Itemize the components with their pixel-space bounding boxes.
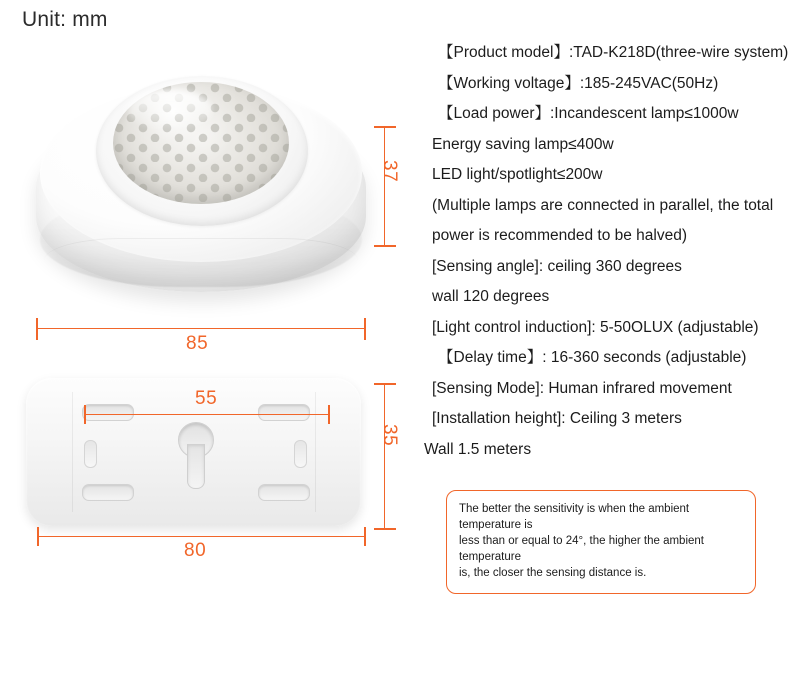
- bracket-height-tick-top: [374, 383, 396, 385]
- sensor-seam-line: [44, 238, 358, 283]
- note-line-3: is, the closer the sensing distance is.: [459, 567, 647, 579]
- spec-sensing-angle: [Sensing angle]: ceiling 360 degrees: [432, 257, 682, 275]
- sensor-width-tick-right: [364, 318, 366, 340]
- sensor-width-label: 85: [186, 333, 209, 354]
- unit-label: Unit: mm: [22, 8, 108, 31]
- bracket-width-dim-line: [37, 536, 366, 537]
- spec-parallel-note-line-2: power is recommended to be halved): [432, 227, 688, 244]
- spec-load-power: 【Load power】:Incandescent lamp≤1000w: [438, 105, 739, 122]
- spec-led-light: LED light/spotlight≤200w: [432, 166, 603, 183]
- spec-installation-height: [Installation height]: Ceiling 3 meters: [432, 410, 682, 427]
- bracket-notch-right: [294, 440, 307, 468]
- sensor-lens-highlight: [128, 90, 212, 130]
- sensor-height-dim-line: [384, 126, 385, 246]
- sensor-height-label: 37: [379, 160, 400, 183]
- bracket-right-fold-line: [315, 392, 316, 512]
- bracket-width-tick-right: [364, 527, 366, 546]
- spec-wall-height: Wall 1.5 meters: [424, 440, 532, 458]
- spec-product-model: 【Product model】:TAD-K218D(three-wire system): [438, 44, 789, 61]
- bracket-left-fold-line: [72, 392, 73, 512]
- bracket-slot-bottom-left: [82, 484, 134, 501]
- bracket-slot-bottom-right: [258, 484, 310, 501]
- bracket-slot-top-left: [82, 404, 134, 421]
- bracket-height-tick-bottom: [374, 528, 396, 530]
- bracket-width-label: 80: [184, 540, 207, 561]
- bracket-inner-width-tick-right: [328, 405, 330, 424]
- sensor-height-tick-bottom: [374, 245, 396, 247]
- bracket-width-tick-left: [37, 527, 39, 546]
- sensor-figure: [18, 42, 378, 322]
- spec-delay-time: 【Delay time】: 16-360 seconds (adjustable): [438, 349, 747, 366]
- spec-working-voltage: 【Working voltage】:185-245VAC(50Hz): [438, 74, 719, 92]
- bracket-notch-left: [84, 440, 97, 468]
- note-line-2: less than or equal to 24°, the higher the ambient temperature: [459, 535, 704, 563]
- spec-wall-angle: wall 120 degrees: [432, 288, 550, 305]
- sensor-height-tick-top: [374, 126, 396, 128]
- bracket-height-label: 35: [379, 424, 400, 447]
- bracket-slot-top-right: [258, 404, 310, 421]
- note-line-1: The better the sensitivity is when the ambient temperature is: [459, 503, 690, 531]
- bracket-height-dim-line: [384, 383, 385, 529]
- sensor-width-dim-line: [36, 328, 366, 329]
- sensor-width-tick-left: [36, 318, 38, 340]
- spec-energy-saving-lamp: Energy saving lamp≤400w: [432, 135, 614, 153]
- spec-parallel-note-line-1: (Multiple lamps are connected in parallel, the total: [432, 196, 774, 214]
- bracket-inner-width-dim-line: [84, 414, 330, 415]
- bracket-inner-width-label: 55: [195, 388, 218, 409]
- spec-light-control-induction: [Light control induction]: 5-50OLUX (adjustable): [432, 318, 759, 336]
- bracket-inner-width-tick-left: [84, 405, 86, 424]
- specification-list: [424, 38, 789, 465]
- sensitivity-note-box: [446, 490, 756, 594]
- spec-sensing-mode: [Sensing Mode]: Human infrared movement: [432, 379, 732, 397]
- bracket-keyhole-slot: [187, 444, 205, 489]
